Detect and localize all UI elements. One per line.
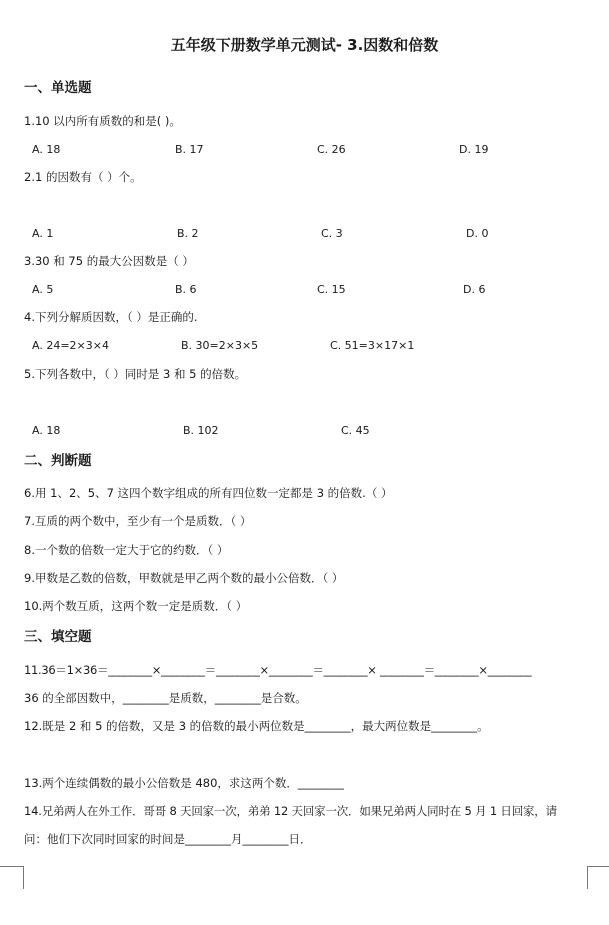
q5-option-b[interactable]: B. 102 (183, 424, 219, 437)
question-3: 3.30 和 75 的最大公因数是（ ） (24, 254, 194, 268)
q4-option-b[interactable]: B. 30=2×3×5 (181, 339, 259, 352)
question-12: 12.既是 2 和 5 的倍数，又是 3 的倍数的最小两位数是________，最大两位数是________。 (24, 719, 489, 733)
q1-option-b[interactable]: B. 17 (175, 143, 204, 156)
section-heading-judgement: 二、判断题 (24, 453, 92, 469)
crop-mark-left (0, 866, 24, 889)
q3-option-b[interactable]: B. 6 (175, 283, 197, 296)
q2-option-c[interactable]: C. 3 (321, 227, 343, 240)
page-title: 五年级下册数学单元测试- 3.因数和倍数 (170, 36, 439, 54)
crop-mark-right (587, 866, 609, 889)
question-14-line-2: 问：他们下次同时回家的时间是________月________日． (24, 832, 312, 846)
question-2: 2.1 的因数有（ ）个。 (24, 170, 142, 184)
q1-option-a[interactable]: A. 18 (32, 143, 61, 156)
question-6: 6.用 1、2、5、7 这四个数字组成的所有四位数一定都是 3 的倍数.（ ） (24, 486, 393, 500)
q2-option-d[interactable]: D. 0 (466, 227, 489, 240)
question-11-line-2: 36 的全部因数中，________是质数，________是合数。 (24, 691, 307, 705)
question-9: 9.甲数是乙数的倍数，甲数就是甲乙两个数的最小公倍数．（ ） (24, 571, 344, 585)
q2-option-a[interactable]: A. 1 (32, 227, 54, 240)
question-11-line-1: 11.36＝1×36＝________×________＝________×________＝________× ________＝________×________ (24, 663, 532, 677)
q1-option-c[interactable]: C. 26 (317, 143, 346, 156)
q3-option-d[interactable]: D. 6 (463, 283, 486, 296)
question-5: 5.下列各数中，（ ）同时是 3 和 5 的倍数。 (24, 367, 247, 381)
section-heading-fill-in: 三、填空题 (24, 629, 92, 645)
question-10: 10.两个数互质，这两个数一定是质数．（ ） (24, 599, 248, 613)
q4-option-c[interactable]: C. 51=3×17×1 (330, 339, 415, 352)
q4-option-a[interactable]: A. 24=2×3×4 (32, 339, 109, 352)
q5-option-a[interactable]: A. 18 (32, 424, 61, 437)
question-13: 13.两个连续偶数的最小公倍数是 480，求这两个数．________ (24, 776, 344, 790)
q1-option-d[interactable]: D. 19 (459, 143, 489, 156)
q3-option-a[interactable]: A. 5 (32, 283, 54, 296)
q5-option-c[interactable]: C. 45 (341, 424, 370, 437)
question-8: 8.一个数的倍数一定大于它的约数．（ ） (24, 543, 229, 557)
question-1: 1.10 以内所有质数的和是( )。 (24, 114, 181, 128)
question-4: 4.下列分解质因数，（ ）是正确的. (24, 310, 198, 324)
q2-option-b[interactable]: B. 2 (177, 227, 199, 240)
question-14-line-1: 14.兄弟两人在外工作．哥哥 8 天回家一次，弟弟 12 天回家一次．如果兄弟两人同时在 5 月 1 日回家，请 (24, 804, 557, 818)
section-heading-single-choice: 一、单选题 (24, 80, 92, 96)
question-7: 7.互质的两个数中，至少有一个是质数．（ ） (24, 514, 252, 528)
q3-option-c[interactable]: C. 15 (317, 283, 346, 296)
